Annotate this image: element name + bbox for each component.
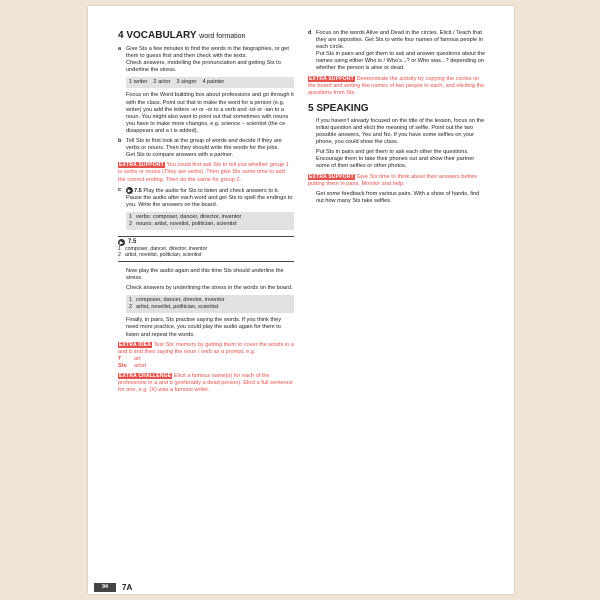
extra-challenge-text: Elicit a famous name(s) for each of the professions in a and b (preferably a dead person). Elicit a full sentence for one, e.g. (X) was a famous writer.	[118, 373, 293, 394]
answer-number: 1	[129, 79, 133, 86]
extra-challenge-tag: EXTRA CHALLENGE	[119, 373, 172, 379]
speaking-paragraph-3: Get some feedback from various pairs. With a show of hands, find out how many Sts take selfies.	[316, 190, 480, 204]
extra-support-tag: EXTRA SUPPORT	[309, 173, 354, 180]
section-heading: SPEAKING	[316, 102, 369, 114]
section-title-speaking	[308, 103, 486, 115]
check-stress-paragraph: Check answers by underlining the stress in the words on the board.	[126, 285, 293, 292]
extra-challenge-box	[118, 373, 294, 394]
item-a-text2: Check answers, modelling the pronunciation and getting Sts to underline the stress.	[126, 60, 281, 74]
audio-icon: ▶	[119, 240, 124, 246]
section-number: 5	[308, 102, 314, 114]
left-column	[118, 30, 294, 397]
page-number: 94	[94, 583, 116, 592]
audio-track-number: 7.5	[128, 239, 137, 246]
finally-paragraph: Finally, in pairs, Sts practise saying the words. If you think they need more practice, you could play the audio again for them to listen and repeat the words.	[126, 317, 282, 338]
answer-box-a	[126, 77, 294, 88]
extra-idea-box	[118, 342, 294, 370]
section-number: 4	[118, 30, 124, 41]
extra-support-box	[118, 162, 294, 183]
section-title-vocabulary	[118, 30, 294, 43]
answer-number: 2	[129, 220, 133, 227]
extra-support-text: Demonstrate the activity by copying the circles on the board and writing the names of two people in each, and eliciting the questions from Sts.	[308, 75, 485, 96]
answer-text: verbs: composer, dancer, director, inventor	[136, 213, 242, 220]
answer-box-stress	[126, 295, 294, 313]
right-column	[308, 30, 486, 208]
extra-idea-text: Test Sts' memory by getting them to cover the words in a and b and then saying the noun / verb as a prompt, e.g.	[118, 341, 294, 355]
answer-word: writer	[133, 79, 148, 86]
item-b-text: Tell Sts to first look at the group of words and decide if they are verbs or nouns. Then they should write the words for the jobs.	[126, 138, 282, 152]
extra-support-tag: EXTRA SUPPORT	[119, 162, 164, 169]
audio-line-number: 2	[118, 252, 121, 259]
answer-number: 1	[129, 297, 133, 304]
item-d	[308, 30, 486, 73]
item-letter: b	[118, 138, 122, 145]
audio-line-text: composer, dancer, director, inventor	[125, 246, 208, 253]
answer-number: 4	[202, 79, 206, 86]
item-d-text2: Put Sts in pairs and get them to ask and answer questions about the names using either Who is / Who's...? or Who was...? depending on whether the person is alive or dead.	[316, 51, 486, 72]
item-letter: c	[118, 186, 122, 193]
item-c-text: Play the audio for Sts to listen and check answers to b. Pause the audio after each word and get Sts to spell the endings to you. Write the answers on the board.	[126, 187, 293, 208]
section-heading: VOCABULARY	[126, 30, 197, 41]
page	[88, 6, 514, 594]
extra-support-tag: EXTRA SUPPORT	[309, 75, 354, 82]
track-number: 7.5	[134, 187, 142, 194]
item-c	[118, 187, 294, 209]
play-again-paragraph: Now play the audio again and this time Sts should underline the stress.	[126, 267, 284, 281]
item-letter: a	[118, 46, 122, 52]
word-building-paragraph: Focus on the Word building box about professions and go through it with the class. Point out that to make the word for a person (e.g. writer) you add the letters -er or -or to a verb and -ist or -ian to a noun. You might also want to point out that sometimes with nouns you have to make more changes, e.g. science – scientist (the ce disappears and a t is added).	[126, 92, 294, 134]
answer-box-c	[126, 212, 294, 230]
students-response: artist	[134, 362, 147, 369]
extra-support-box-2	[308, 76, 486, 97]
item-b-text2: Get Sts to compare answers with a partner.	[126, 152, 234, 159]
answer-text: composer, dancer, director, inventor	[136, 297, 225, 304]
audio-line-text: artist, novelist, politician, scientist	[125, 252, 202, 259]
section-subtitle: word formation	[199, 33, 246, 40]
unit-label: 7A	[122, 583, 133, 592]
answer-number: 2	[129, 304, 133, 311]
extra-support-text: Give Sts time to think about their answers before putting them in pairs. Monitor and help.	[308, 173, 478, 187]
extra-idea-tag: EXTRA IDEA	[119, 341, 152, 348]
answer-number: 1	[129, 213, 133, 220]
audio-line-number: 1	[118, 246, 121, 253]
teacher-prompt: art	[134, 355, 141, 362]
item-a-text: Give Sts a few minutes to find the words in the biographies, or get them to guess first and then check with the texts.	[126, 46, 289, 60]
answer-text: nouns: artist, novelist, politician, scientist	[136, 220, 237, 227]
audio-script-box	[118, 236, 294, 262]
item-b	[118, 138, 294, 159]
answer-number: 3	[176, 79, 180, 86]
speaking-paragraph-2: Put Sts in pairs and get them to ask each other the questions. Encourage them to take their phones out and show their partner some of their selfies or other photos.	[316, 149, 475, 170]
answer-number: 2	[153, 79, 157, 86]
speaking-paragraph-1: If you haven't already focused on the title of the lesson, focus on the initial question and elicit the meaning of selfie. Point out the two possible answers, Yes and No. If you have some selfies on your phone, you could show the class.	[316, 117, 485, 146]
extra-support-text: You could first ask Sts to tell you whether group 1 is verbs or nouns (They are verbs). Then give Sts some time to add the correct ending. Then do the same for group 2.	[118, 162, 289, 183]
teacher-label: T	[118, 355, 122, 362]
students-label: Sts	[118, 362, 127, 369]
answer-word: actor	[158, 79, 171, 86]
answer-word: singer	[181, 79, 197, 86]
extra-support-box-3	[308, 174, 486, 188]
item-a	[118, 46, 294, 74]
answer-text: artist, novelist, politician, scientist	[136, 304, 219, 311]
item-d-text: Focus on the words Alive and Dead in the circles. Elicit / Teach that they are opposites. Get Sts to write four names of famous people in each circle.	[316, 30, 483, 51]
answer-word: painter	[207, 79, 225, 86]
audio-icon: ▶	[127, 187, 132, 193]
page-footer	[88, 581, 514, 594]
item-letter: d	[308, 30, 312, 36]
